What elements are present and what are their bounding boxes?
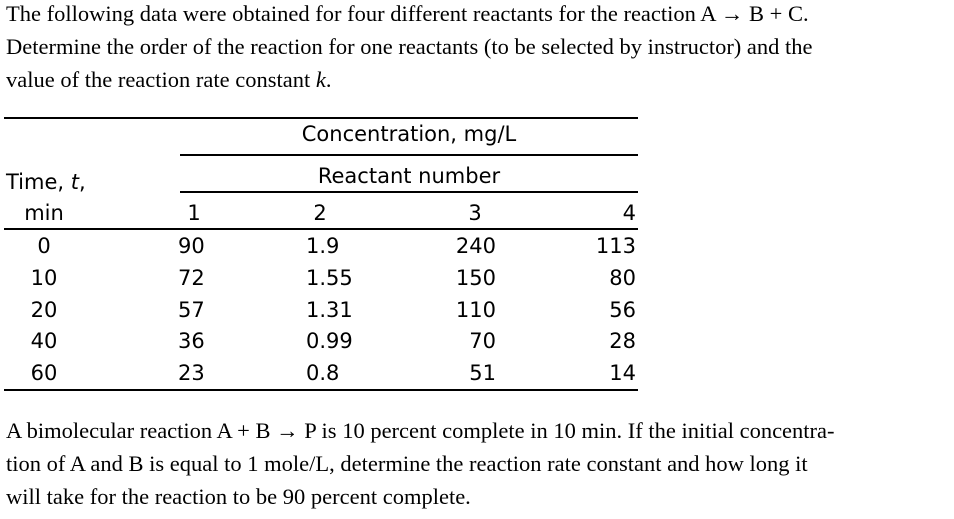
header-bottom-rule bbox=[4, 228, 638, 230]
group-header: Concentration, mg/L bbox=[301, 122, 517, 146]
column-header-1: 1 bbox=[187, 201, 201, 225]
time-cell: 40 bbox=[30, 329, 58, 353]
reactant-1-cell: 90 bbox=[178, 234, 205, 258]
problem2-line-3: will take for the reaction to be 90 percent complete. bbox=[6, 484, 471, 509]
reactant-4-cell: 80 bbox=[609, 266, 636, 290]
reactant-1-cell: 72 bbox=[178, 266, 205, 290]
sub-header: Reactant number bbox=[317, 164, 501, 188]
time-cell: 0 bbox=[37, 234, 51, 258]
problem2-line-1: A bimolecular reaction A + B → P is 10 percent complete in 10 min. If the initial concentra- bbox=[6, 418, 835, 443]
reactant-3-cell: 110 bbox=[455, 298, 496, 322]
problem1-line-3-suffix: . bbox=[325, 67, 332, 92]
reactant-3-cell: 150 bbox=[455, 266, 496, 290]
reactant-4-cell: 56 bbox=[609, 298, 636, 322]
table-top-rule bbox=[4, 117, 638, 119]
reactant-2-cell: 1.9 bbox=[306, 234, 340, 258]
group-header-rule bbox=[180, 154, 638, 156]
time-cell: 20 bbox=[30, 298, 58, 322]
reactant-3-cell: 240 bbox=[455, 234, 496, 258]
problem1-line-2: Determine the order of the reaction for one reactants (to be selected by instructor) and the bbox=[6, 34, 813, 59]
reactant-2-cell: 0.99 bbox=[306, 329, 353, 353]
time-header bbox=[6, 170, 86, 194]
reactant-1-cell: 57 bbox=[178, 298, 205, 322]
reactant-2-cell: 1.31 bbox=[306, 298, 353, 322]
problem1-line-3-prefix: value of the reaction rate constant bbox=[6, 67, 316, 92]
reactant-1-cell: 23 bbox=[178, 361, 205, 385]
column-header-2: 2 bbox=[313, 201, 327, 225]
reactant-3-cell: 70 bbox=[469, 329, 496, 353]
time-symbol: t bbox=[70, 170, 79, 194]
table-bottom-rule bbox=[4, 389, 638, 391]
reactant-4-cell: 113 bbox=[595, 234, 636, 258]
rate-constant-symbol: k bbox=[315, 67, 326, 92]
time-header-prefix: Time, bbox=[6, 170, 71, 194]
reactant-2-cell: 1.55 bbox=[306, 266, 353, 290]
problem2-line-2: tion of A and B is equal to 1 mole/L, determine the reaction rate constant and how long it bbox=[6, 451, 808, 476]
column-header-3: 3 bbox=[468, 201, 482, 225]
time-cell: 10 bbox=[30, 266, 58, 290]
time-unit-header: min bbox=[24, 201, 64, 225]
problem1-line-1: The following data were obtained for four different reactants for the reaction A → B + C. bbox=[6, 1, 809, 26]
problem-statement-2 bbox=[6, 414, 950, 513]
time-header-suffix: , bbox=[78, 170, 86, 194]
sub-header-rule bbox=[180, 191, 638, 193]
problem-statement-1 bbox=[6, 0, 950, 96]
reactant-3-cell: 51 bbox=[469, 361, 496, 385]
reactant-4-cell: 14 bbox=[609, 361, 636, 385]
reactant-4-cell: 28 bbox=[609, 329, 636, 353]
column-header-4: 4 bbox=[622, 201, 636, 225]
reactant-1-cell: 36 bbox=[178, 329, 205, 353]
time-cell: 60 bbox=[30, 361, 58, 385]
reactant-2-cell: 0.8 bbox=[306, 361, 340, 385]
problem1-line-3 bbox=[6, 67, 331, 92]
